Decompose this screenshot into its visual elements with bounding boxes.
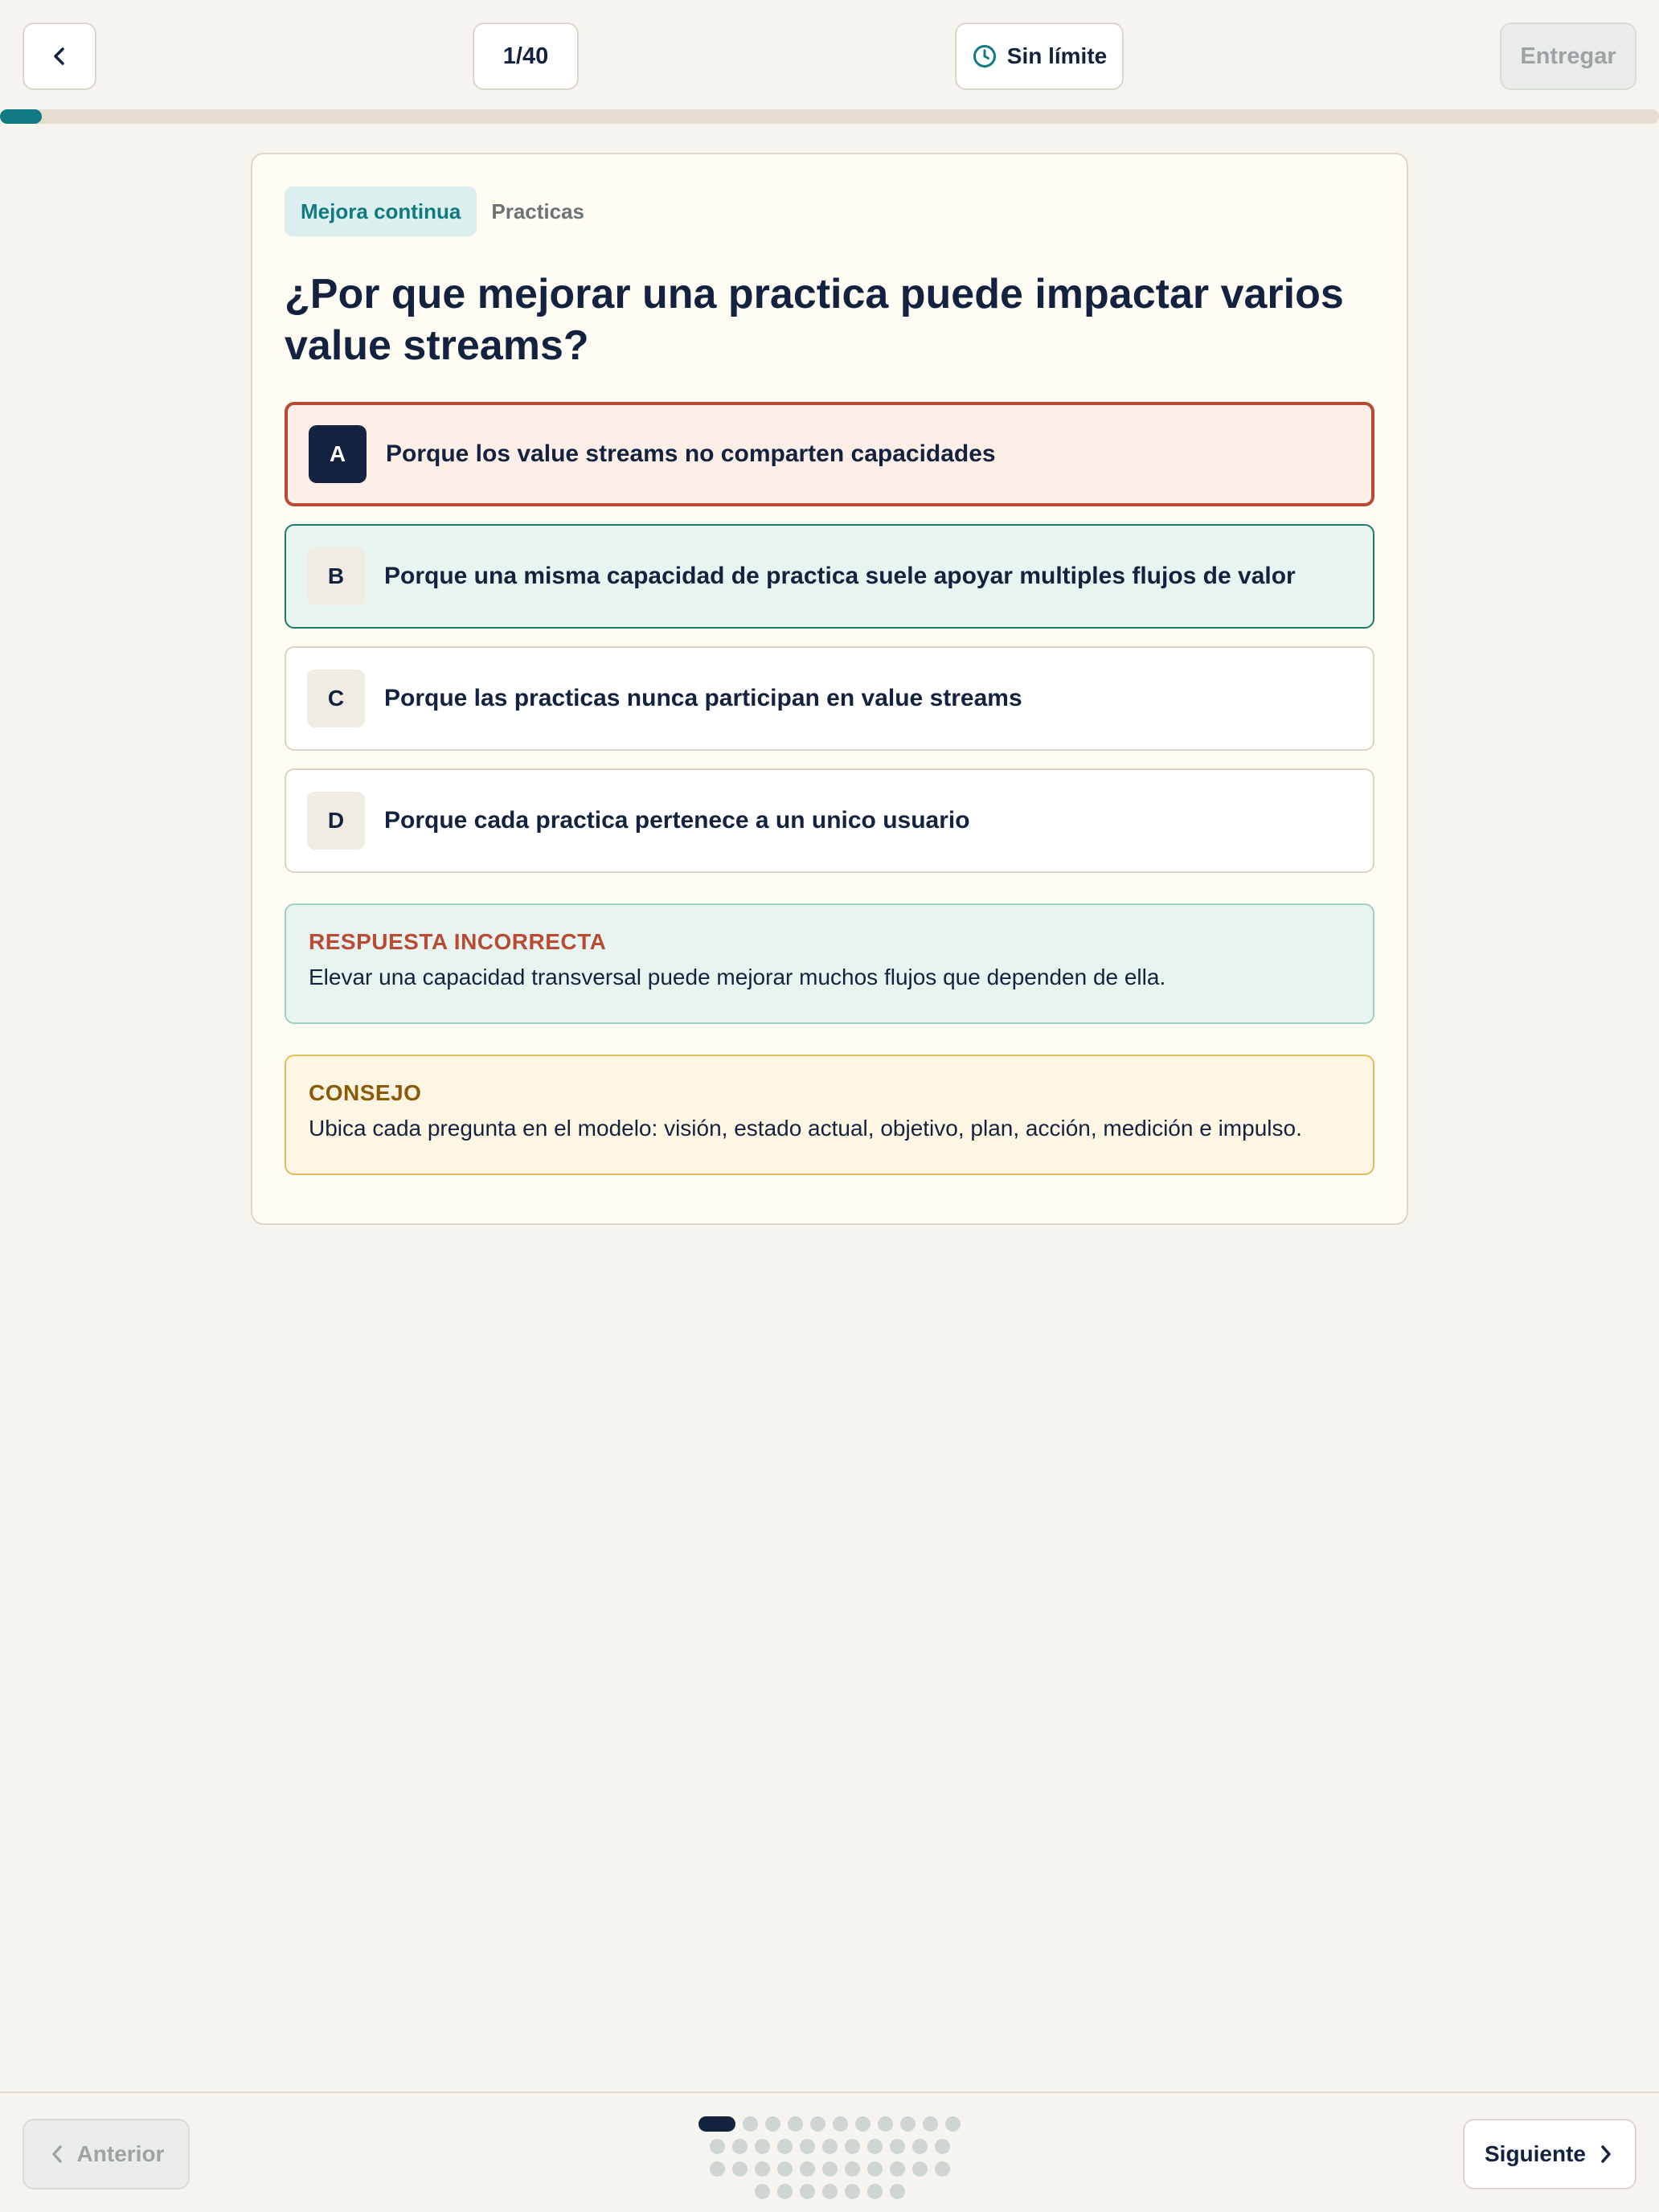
- nav-dot[interactable]: [890, 2161, 905, 2177]
- next-label: Siguiente: [1484, 2141, 1586, 2166]
- answer-feedback: [285, 903, 1374, 1024]
- option-b[interactable]: [285, 524, 1374, 629]
- dot-row: [694, 2180, 965, 2202]
- option-a[interactable]: [285, 402, 1374, 506]
- dot-row: [694, 2157, 965, 2180]
- option-letter: C: [307, 670, 365, 727]
- nav-dot[interactable]: [777, 2184, 793, 2199]
- nav-dot[interactable]: [822, 2139, 838, 2154]
- nav-dot[interactable]: [867, 2161, 883, 2177]
- nav-dot[interactable]: [890, 2139, 905, 2154]
- question-card: [251, 153, 1408, 1225]
- nav-dot[interactable]: [822, 2161, 838, 2177]
- question-counter: 1/40: [473, 23, 579, 90]
- dot-row: [694, 2112, 965, 2135]
- nav-dot[interactable]: [765, 2116, 780, 2132]
- nav-dot[interactable]: [923, 2116, 938, 2132]
- chevron-right-icon: [1597, 2144, 1615, 2165]
- nav-dot[interactable]: [755, 2161, 770, 2177]
- question-text: ¿Por que mejorar una practica puede impactar varios value streams?: [285, 271, 1344, 369]
- nav-dot[interactable]: [777, 2161, 793, 2177]
- chevron-left-icon: [48, 2144, 66, 2165]
- option-letter: B: [307, 547, 365, 605]
- nav-dot[interactable]: [732, 2161, 748, 2177]
- progress-fill: [0, 109, 42, 124]
- nav-dot[interactable]: [710, 2161, 725, 2177]
- option-text: Porque las practicas nunca participan en value streams: [384, 685, 1022, 711]
- nav-dot[interactable]: [743, 2116, 758, 2132]
- previous-button[interactable]: [23, 2119, 190, 2189]
- nav-dot[interactable]: [845, 2139, 860, 2154]
- nav-dot[interactable]: [900, 2116, 916, 2132]
- tip-body: Ubica cada pregunta en el modelo: visión, estado actual, objetivo, plan, acción, medición e impulso.: [309, 1116, 1302, 1141]
- nav-dot[interactable]: [867, 2139, 883, 2154]
- nav-dot[interactable]: [855, 2116, 870, 2132]
- feedback-title: RESPUESTA INCORRECTA: [309, 929, 607, 954]
- chevron-left-icon: [48, 45, 71, 68]
- nav-dot[interactable]: [732, 2139, 748, 2154]
- option-text: Porque los value streams no comparten capacidades: [386, 440, 996, 467]
- nav-dot[interactable]: [845, 2184, 860, 2199]
- bottom-bar: [0, 2091, 1659, 2212]
- nav-dot[interactable]: [845, 2161, 860, 2177]
- option-text: Porque cada practica pertenece a un unico usuario: [384, 807, 970, 834]
- progress-bar: [0, 109, 1659, 124]
- nav-dot[interactable]: [890, 2184, 905, 2199]
- nav-dot[interactable]: [710, 2139, 725, 2154]
- nav-dot[interactable]: [912, 2161, 928, 2177]
- option-d[interactable]: [285, 768, 1374, 873]
- question-navigator: [694, 2112, 965, 2202]
- tip-title: CONSEJO: [309, 1080, 422, 1105]
- nav-dot[interactable]: [788, 2116, 803, 2132]
- nav-dot[interactable]: [822, 2184, 838, 2199]
- nav-dot[interactable]: [867, 2184, 883, 2199]
- nav-dot[interactable]: [800, 2184, 815, 2199]
- nav-dot[interactable]: [810, 2116, 825, 2132]
- nav-dot[interactable]: [777, 2139, 793, 2154]
- nav-dot[interactable]: [833, 2116, 848, 2132]
- option-letter: D: [307, 792, 365, 850]
- tip-box: [285, 1055, 1374, 1175]
- nav-dot[interactable]: [935, 2139, 950, 2154]
- nav-dot-current[interactable]: [698, 2116, 735, 2132]
- nav-dot[interactable]: [755, 2184, 770, 2199]
- option-letter: A: [309, 425, 367, 483]
- subcategory-tag: Practicas: [491, 199, 585, 223]
- nav-dot[interactable]: [878, 2116, 893, 2132]
- option-text: Porque una misma capacidad de practica suele apoyar multiples flujos de valor: [384, 563, 1296, 589]
- nav-dot[interactable]: [945, 2116, 961, 2132]
- feedback-body: Elevar una capacidad transversal puede mejorar muchos flujos que dependen de ella.: [309, 965, 1166, 989]
- back-button[interactable]: [23, 23, 96, 90]
- top-bar: [0, 0, 1659, 113]
- tag-row: [285, 186, 584, 236]
- nav-dot[interactable]: [912, 2139, 928, 2154]
- nav-dot[interactable]: [935, 2161, 950, 2177]
- option-c[interactable]: [285, 646, 1374, 751]
- nav-dot[interactable]: [800, 2139, 815, 2154]
- nav-dot[interactable]: [755, 2139, 770, 2154]
- previous-label: Anterior: [76, 2141, 165, 2166]
- nav-dot[interactable]: [800, 2161, 815, 2177]
- category-tag: Mejora continua: [285, 186, 477, 236]
- next-button[interactable]: [1463, 2119, 1636, 2189]
- timer-badge: [955, 23, 1124, 90]
- timer-label: Sin límite: [1006, 43, 1108, 68]
- submit-button[interactable]: Entregar: [1500, 23, 1636, 90]
- clock-icon: [972, 43, 997, 69]
- dot-row: [694, 2135, 965, 2157]
